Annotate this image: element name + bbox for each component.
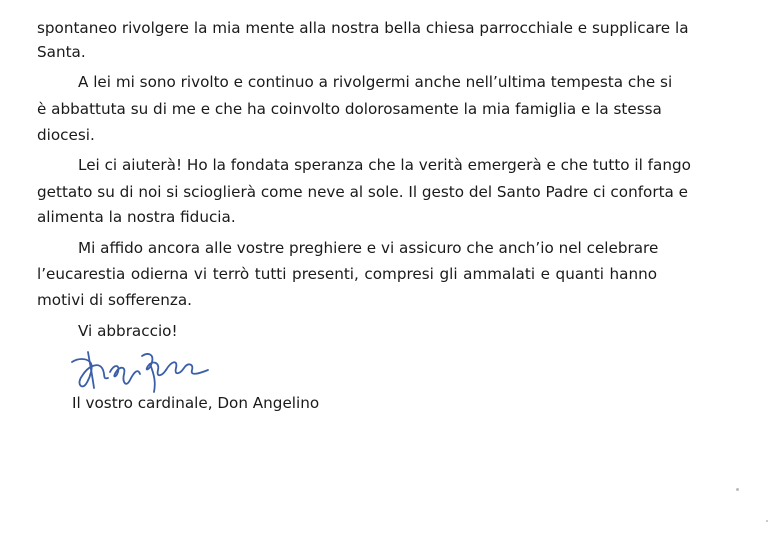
sign-off: Il vostro cardinale, Don Angelino <box>72 394 320 412</box>
paragraph-2-line-1: A lei mi sono rivolto e continuo a rivolgermi anche nell’ultima tempesta che si <box>78 73 673 91</box>
scan-speck <box>736 488 739 491</box>
paragraph-4-line-3: motivi di sofferenza. <box>37 291 192 309</box>
paragraph-1-line-1: spontaneo rivolgere la mia mente alla nostra bella chiesa parrocchiale e supplicare la <box>37 19 689 37</box>
handwritten-signature <box>68 344 228 394</box>
paragraph-3-line-3: alimenta la nostra fiducia. <box>37 208 236 226</box>
paragraph-4-line-1: Mi affido ancora alle vostre preghiere e vi assicuro che anch’io nel celebrare <box>78 239 659 257</box>
paragraph-2-line-3: diocesi. <box>37 126 95 144</box>
paragraph-3-line-1: Lei ci aiuterà! Ho la fondata speranza che la verità emergerà e che tutto il fango <box>78 156 691 174</box>
paragraph-3-line-2: gettato su di noi si scioglierà come neve al sole. Il gesto del Santo Padre ci conforta e <box>37 183 689 201</box>
paragraph-2-line-2: è abbattuta su di me e che ha coinvolto dolorosamente la mia famiglia e la stessa <box>37 100 662 118</box>
paragraph-1-line-2: Santa. <box>37 43 86 61</box>
closing-greeting: Vi abbraccio! <box>78 322 178 340</box>
paragraph-4-line-2: l’eucarestia odierna vi terrò tutti presenti, compresi gli ammalati e quanti hanno <box>37 265 657 283</box>
